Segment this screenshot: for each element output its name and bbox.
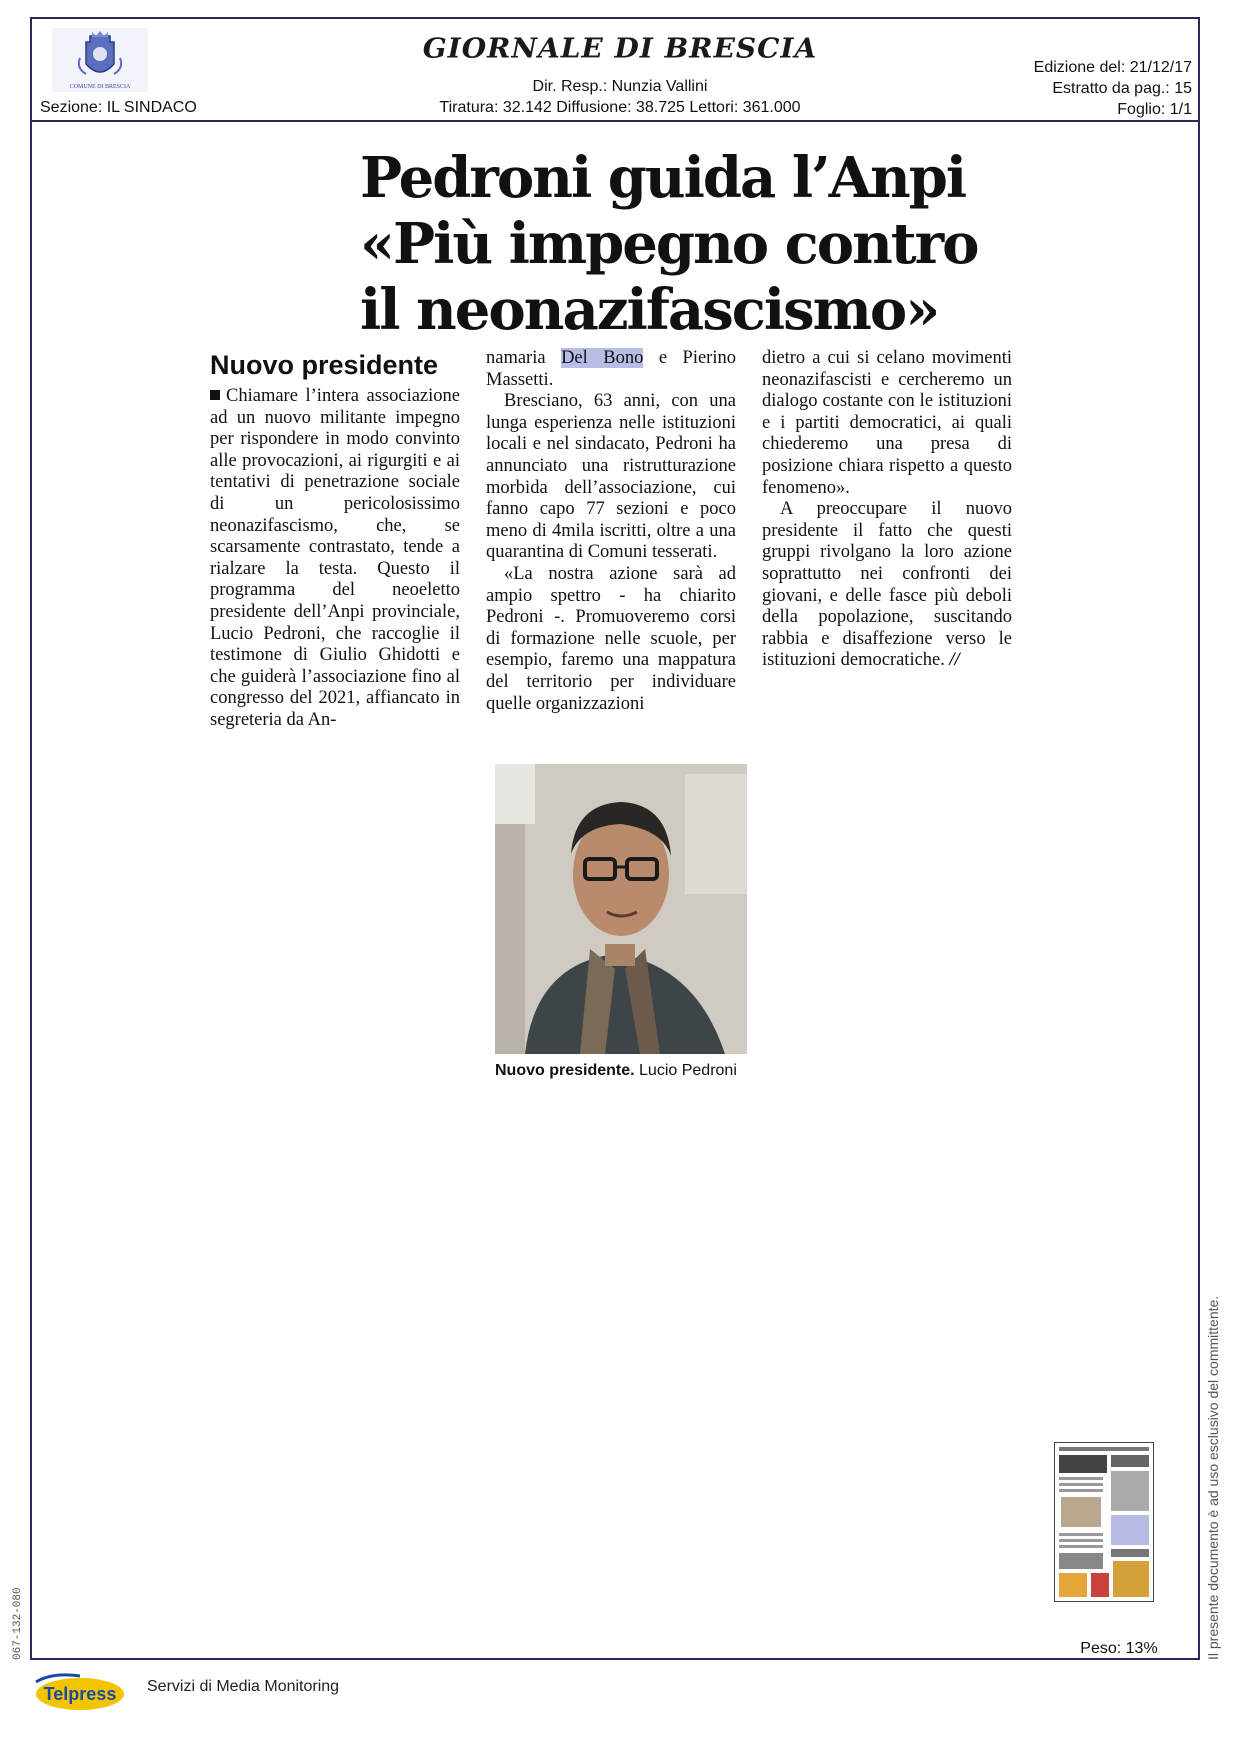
photo-caption bbox=[495, 1062, 737, 1080]
page-thumbnail bbox=[1054, 1442, 1154, 1602]
extract-page: Estratto da pag.: 15 bbox=[1052, 80, 1192, 97]
headline-line-3: il neonazifascismo» bbox=[360, 277, 939, 343]
col3-paragraph-1: dietro a cui si celano movimenti neonazifascisti e cercheremo un dialogo costante con le istituzioni e i partiti democratici, ai quali chiederemo una presa di posizione chiara rispetto a questo fenomeno». bbox=[762, 348, 1012, 498]
bullet-square-icon bbox=[210, 390, 220, 400]
weight-label: Peso: 13% bbox=[1080, 1640, 1158, 1657]
circulation-line: Tiratura: 32.142 Diffusione: 38.725 Lettori: 361.000 bbox=[439, 99, 801, 116]
services-label: Servizi di Media Monitoring bbox=[147, 1678, 340, 1695]
edition-meta bbox=[1034, 57, 1192, 120]
sheet-number: Foglio: 1/1 bbox=[1117, 101, 1192, 118]
col2-p1-end: e Pierino Massetti. bbox=[486, 348, 736, 390]
newspaper-title: GIORNALE DI BRESCIA bbox=[422, 32, 818, 65]
article-column-2 bbox=[486, 348, 736, 715]
svg-text:COMUNE DI BRESCIA: COMUNE DI BRESCIA bbox=[69, 84, 131, 90]
headline-line-2: «Più impegno contro bbox=[360, 211, 978, 277]
svg-text:Telpress: Telpress bbox=[43, 1684, 117, 1704]
col3-paragraph-2: A preoccupare il nuovo presidente il fatto che questi gruppi rivolgano la loro azione soprattutto nei confronti dei giovani, e delle fasce più deboli della popolazione, suscitando rabbia e disaffezione verso le istituzioni democratiche. bbox=[762, 499, 1012, 671]
article-column-3 bbox=[762, 348, 1012, 672]
column-1-text: Chiamare l’intera associazione ad un nuovo militante impegno per rispondere in modo convinto alle provocazioni, ai rigurgiti e ai tentativi di penetrazione sociale di un pericolosissimo neonazifascismo, che, se scarsamente contrastato, tende a rialzare la testa. Questo il programma del neoeletto presidente dell’Anpi provinciale, Lucio Pedroni, che raccoglie il testimone di Giulio Ghidotti e che guiderà l’associazione fino al congresso del 2021, affiancato in segreteria da An- bbox=[210, 386, 460, 730]
article-column-1 bbox=[210, 386, 460, 732]
article-kicker: Nuovo presidente bbox=[210, 350, 439, 380]
end-mark: // bbox=[949, 650, 960, 671]
col2-p1-start: namaria bbox=[486, 348, 562, 368]
header-divider bbox=[30, 120, 1200, 122]
telpress-logo bbox=[32, 1668, 128, 1714]
headline-line-1: Pedroni guida l’Anpi bbox=[360, 145, 966, 211]
article-headline bbox=[360, 145, 978, 343]
usage-notice: Il presente documento è ad uso esclusivo del committente. bbox=[1205, 1295, 1221, 1660]
document-code: 067-132-080 bbox=[12, 1587, 24, 1660]
caption-text: Lucio Pedroni bbox=[634, 1062, 737, 1079]
section-label: Sezione: IL SINDACO bbox=[40, 99, 197, 116]
caption-bold: Nuovo presidente. bbox=[495, 1062, 635, 1079]
highlighted-name: Del Bono bbox=[561, 348, 644, 368]
director-line: Dir. Resp.: Nunzia Vallini bbox=[532, 78, 708, 95]
edition-date: Edizione del: 21/12/17 bbox=[1033, 59, 1192, 76]
col2-paragraph-3: «La nostra azione sarà ad ampio spettro - ha chiarito Pedroni -. Promuoveremo corsi di formazione nelle scuole, per esempio, faremo una mappatura del territorio per individuare quelle organizzazioni bbox=[486, 563, 736, 714]
portrait-photo bbox=[495, 764, 747, 1054]
col2-paragraph-2: Bresciano, 63 anni, con una lunga esperienza nelle istituzioni locali e nel sindacato, Pedroni ha annunciato una ristrutturazione morbida dell’associazione, cui fanno capo 77 sezioni e poco meno di 4mila iscritti, oltre a una quarantina di Comuni tesserati. bbox=[486, 391, 736, 563]
